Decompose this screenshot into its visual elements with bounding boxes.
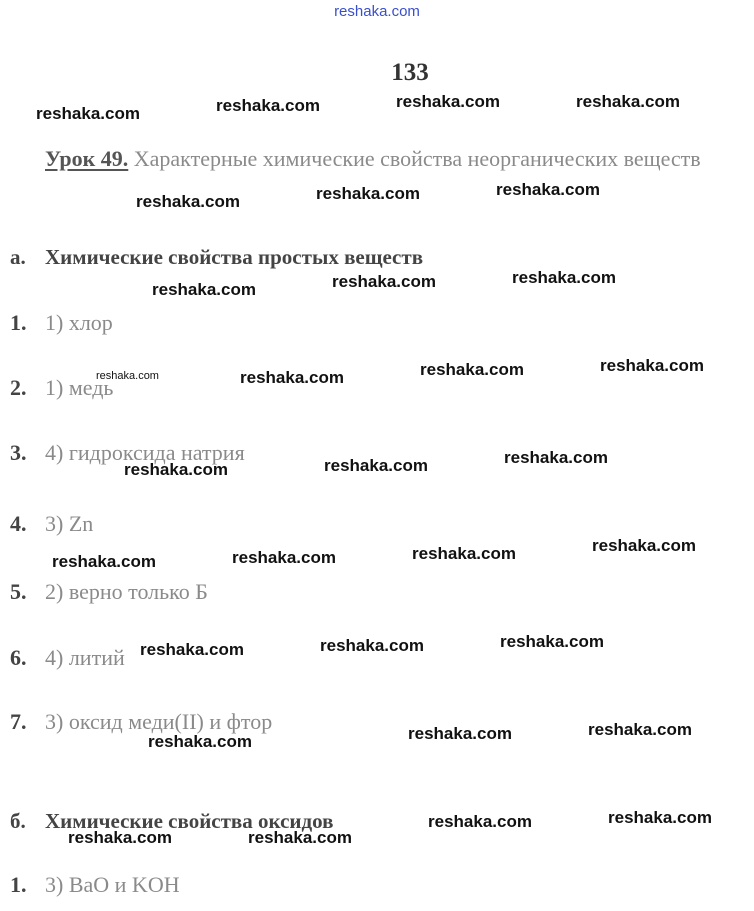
answer-number: 5.	[10, 579, 27, 604]
watermark: reshaka.com	[68, 828, 172, 847]
answer-text: 1) хлор	[45, 310, 113, 335]
watermark: reshaka.com	[316, 184, 420, 203]
answer-text: 3) BaO и KOH	[45, 872, 180, 897]
watermark: reshaka.com	[148, 732, 252, 751]
answer-number: 6.	[10, 645, 27, 670]
watermark: reshaka.com	[96, 370, 159, 382]
watermark: reshaka.com	[496, 180, 600, 199]
answer-number: 1.	[10, 310, 27, 335]
answer-number: 3.	[10, 440, 27, 465]
answer-text: 2) верно только Б	[45, 579, 208, 604]
answer-text: 4) литий	[45, 645, 125, 670]
watermark: reshaka.com	[140, 640, 244, 659]
answer-number: 4.	[10, 511, 27, 536]
answer-text: 1) медь	[45, 375, 114, 400]
watermark: reshaka.com	[420, 360, 524, 379]
watermark: reshaka.com	[576, 92, 680, 111]
answer-text: 3) оксид меди(II) и фтор	[45, 709, 273, 734]
answer-number: 7.	[10, 709, 27, 734]
watermark: reshaka.com	[500, 632, 604, 651]
watermark: reshaka.com	[248, 828, 352, 847]
watermark: reshaka.com	[396, 92, 500, 111]
watermark: reshaka.com	[52, 552, 156, 571]
watermark: reshaka.com	[408, 724, 512, 743]
section-title: Химические свойства простых веществ	[45, 245, 424, 269]
answer-number: 1.	[10, 872, 27, 897]
watermark: reshaka.com	[124, 460, 228, 479]
watermark: reshaka.com	[412, 544, 516, 563]
watermark: reshaka.com	[588, 720, 692, 739]
watermark: reshaka.com	[232, 548, 336, 567]
watermark: reshaka.com	[152, 280, 256, 299]
watermark: reshaka.com	[592, 536, 696, 555]
lesson-title	[45, 142, 745, 176]
site-header-link[interactable]: reshaka.com	[334, 3, 420, 20]
section-title: Химические свойства оксидов	[45, 809, 334, 833]
section-letter: б.	[10, 809, 26, 833]
watermark: reshaka.com	[216, 96, 320, 115]
watermark: reshaka.com	[608, 808, 712, 827]
watermark: reshaka.com	[136, 192, 240, 211]
watermark: reshaka.com	[240, 368, 344, 387]
watermark: reshaka.com	[320, 636, 424, 655]
answer-text: 4) гидроксида натрия	[45, 440, 245, 465]
answer-number: 2.	[10, 375, 27, 400]
watermark: reshaka.com	[324, 456, 428, 475]
answer-text: 3) Zn	[45, 511, 94, 536]
watermark: reshaka.com	[428, 812, 532, 831]
watermark: reshaka.com	[36, 104, 140, 123]
watermark: reshaka.com	[504, 448, 608, 467]
watermark: reshaka.com	[512, 268, 616, 287]
watermark: reshaka.com	[600, 356, 704, 375]
watermark: reshaka.com	[332, 272, 436, 291]
lesson-title-text: Характерные химические свойства неорганических веществ	[133, 146, 701, 171]
section-letter: а.	[10, 245, 26, 269]
lesson-label: Урок 49.	[45, 146, 129, 171]
page-number: 133	[391, 59, 429, 86]
